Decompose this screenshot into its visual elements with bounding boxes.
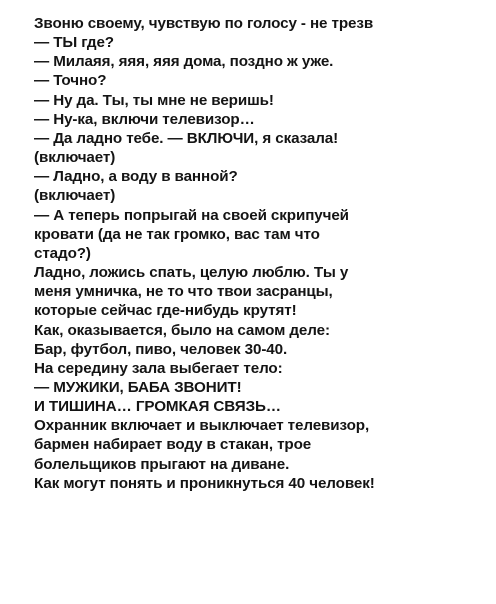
- text-line: кровати (да не так громко, вас там что: [34, 225, 320, 243]
- text-line: Как могут понять и проникнуться 40 человек!: [34, 474, 375, 492]
- text-line: — ТЫ где?: [34, 34, 114, 52]
- text-line: — Милаяя, яяя, яяя дома, поздно ж уже.: [34, 53, 334, 71]
- text-line: стадо?): [34, 244, 91, 262]
- text-line: (включает): [34, 187, 116, 205]
- text-line: Бар, футбол, пиво, человек 30-40.: [34, 340, 288, 358]
- text-line: — Ну да. Ты, ты мне не веришь!: [34, 91, 274, 109]
- text-line: бармен набирает воду в стакан, трое: [34, 436, 312, 454]
- text-line: — Ладно, а воду в ванной?: [34, 168, 238, 186]
- text-line: — Да ладно тебе. — ВКЛЮЧИ, я сказала!: [34, 129, 339, 147]
- text-line: Охранник включает и выключает телевизор,: [34, 417, 370, 435]
- text-line: На середину зала выбегает тело:: [34, 359, 283, 377]
- text-line: болельщиков прыгают на диване.: [34, 455, 290, 473]
- text-line: (включает): [34, 149, 116, 167]
- text-line: И ТИШИНА… ГРОМКАЯ СВЯЗЬ…: [34, 398, 281, 416]
- text-line: — МУЖИКИ, БАБА ЗВОНИТ!: [34, 378, 242, 396]
- text-line: Как, оказывается, было на самом деле:: [34, 321, 330, 339]
- text-line: — А теперь попрыгай на своей скрипучей: [34, 206, 349, 224]
- text-line: меня умничка, не то что твои засранцы,: [34, 283, 333, 301]
- text-line: Звоню своему, чувствую по голосу - не трезв: [34, 15, 374, 32]
- text-line: Ладно, ложись спать, целую люблю. Ты у: [34, 264, 349, 282]
- text-line: которые сейчас где-нибудь крутят!: [34, 302, 297, 320]
- text-line: — Ну-ка, включи телевизор…: [34, 110, 255, 128]
- text-line: — Точно?: [34, 72, 107, 90]
- joke-text: [34, 14, 474, 493]
